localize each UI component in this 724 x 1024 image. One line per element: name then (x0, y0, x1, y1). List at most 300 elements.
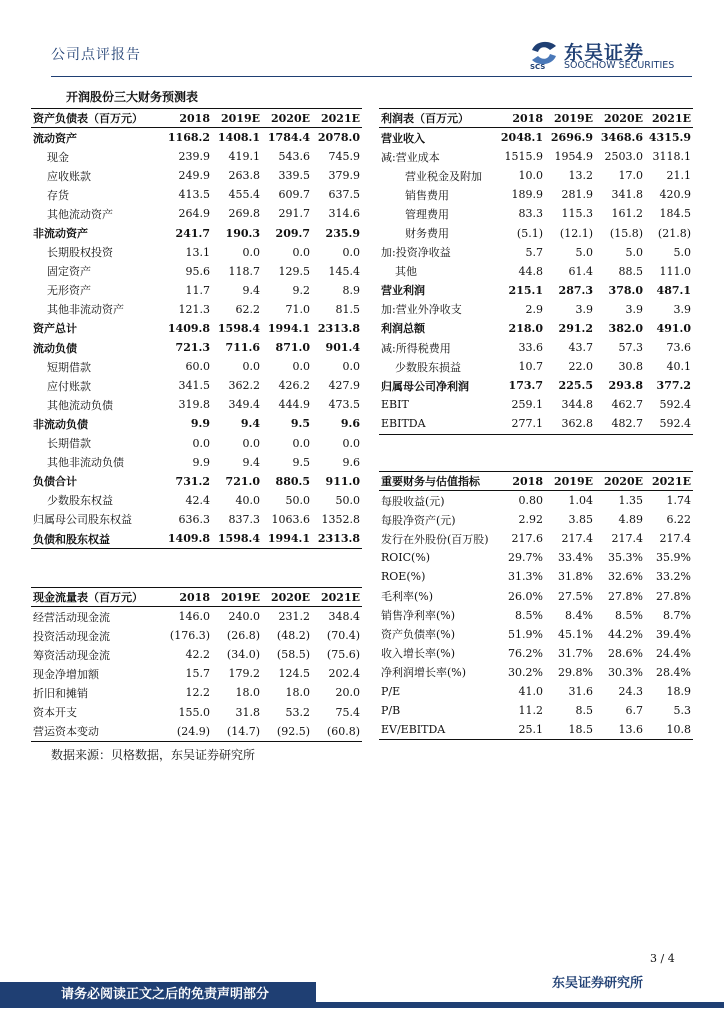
balance-sheet-table (31, 108, 362, 549)
value-cell: 18.0 (235, 686, 260, 700)
row-label: 固定资产 (47, 265, 91, 279)
row-label: 归属母公司股东权益 (33, 513, 132, 527)
value-cell: 21.1 (666, 169, 691, 183)
value-cell: 420.9 (659, 188, 691, 202)
value-cell: 2313.8 (317, 321, 360, 335)
row-label: 每股收益(元) (381, 494, 445, 508)
table-row (31, 472, 362, 491)
value-cell: 0.0 (242, 360, 260, 374)
value-cell: 2.9 (525, 302, 543, 316)
value-cell: 24.4% (656, 646, 691, 660)
table-row (31, 204, 362, 223)
value-cell: 31.6 (568, 684, 593, 698)
row-label: 管理费用 (405, 207, 449, 221)
row-label: 存货 (47, 188, 69, 202)
value-cell: 27.8% (608, 589, 643, 603)
value-cell: 30.3% (608, 665, 643, 679)
value-cell: 146.0 (178, 610, 210, 624)
year-header-cell: 2018 (497, 109, 545, 128)
table-row (379, 262, 693, 281)
table-row (379, 548, 693, 567)
value-cell: 5.0 (575, 245, 593, 259)
value-cell: 1063.6 (271, 512, 310, 526)
table-row (379, 300, 693, 319)
row-label: 加:营业外净收支 (381, 303, 462, 317)
value-cell: 13.2 (568, 169, 593, 183)
value-cell: 319.8 (178, 398, 210, 412)
row-label: 长期股权投资 (47, 246, 113, 260)
table-row (379, 491, 693, 511)
value-cell: (75.6) (326, 648, 360, 662)
svg-text:SCS: SCS (530, 63, 546, 70)
row-label: 无形资产 (47, 284, 91, 298)
table-row (379, 529, 693, 548)
value-cell: 231.2 (278, 610, 310, 624)
row-label: 减:营业成本 (381, 150, 440, 164)
table-row (31, 453, 362, 472)
row-label: 其他非流动负债 (47, 456, 124, 470)
value-cell: 173.7 (508, 379, 543, 393)
value-cell: 592.4 (659, 398, 691, 412)
table-row (379, 319, 693, 338)
value-cell: 42.2 (185, 648, 210, 662)
value-cell: 30.2% (508, 665, 543, 679)
row-label: 毛利率(%) (381, 590, 434, 604)
value-cell: 31.8 (235, 705, 260, 719)
value-cell: 3.85 (568, 513, 593, 527)
value-cell: 129.5 (278, 264, 310, 278)
value-cell: 4.89 (618, 513, 643, 527)
table-row (379, 644, 693, 663)
value-cell: 9.4 (242, 455, 260, 469)
value-cell: 721.3 (175, 341, 210, 355)
value-cell: 12.2 (185, 686, 210, 700)
value-cell: 76.2% (508, 646, 543, 660)
value-cell: (92.5) (262, 722, 312, 742)
value-cell: 1409.8 (162, 529, 212, 549)
value-cell: 31.3% (508, 570, 543, 584)
value-cell: 1994.1 (267, 321, 310, 335)
table-title-cell: 资产负债表（百万元） (31, 109, 162, 128)
value-cell: 8.7% (663, 608, 691, 622)
value-cell: 61.4 (568, 264, 593, 278)
value-cell: 31.8% (558, 570, 593, 584)
row-label: 营业收入 (381, 131, 425, 145)
row-label: ROE(%) (381, 570, 426, 584)
value-cell: 745.9 (328, 150, 360, 164)
table-row (379, 414, 693, 434)
value-cell: 155.0 (178, 705, 210, 719)
table-title-cell: 利润表（百万元） (379, 109, 497, 128)
table-row (31, 319, 362, 338)
value-cell: 25.1 (497, 720, 545, 740)
value-cell: 2696.9 (550, 131, 593, 145)
value-cell: 217.4 (561, 532, 593, 546)
value-cell: 27.5% (558, 589, 593, 603)
table-row (31, 626, 362, 645)
value-cell: 362.8 (545, 414, 595, 434)
value-cell: 609.7 (278, 188, 310, 202)
row-label: EBITDA (379, 414, 497, 434)
value-cell: 15.7 (185, 667, 210, 681)
value-cell: 281.9 (561, 188, 593, 202)
value-cell: 217.4 (659, 532, 691, 546)
value-cell: 1515.9 (504, 150, 543, 164)
value-cell: 249.9 (178, 169, 210, 183)
row-label: 减:所得税费用 (381, 341, 451, 355)
value-cell: 2503.0 (604, 150, 643, 164)
footer-bar (316, 1002, 724, 1008)
table-row (31, 223, 362, 242)
value-cell: 8.5% (515, 608, 543, 622)
value-cell: 179.2 (228, 667, 260, 681)
row-label: 营业利润 (381, 284, 425, 298)
row-label: 其他流动负债 (47, 398, 113, 412)
value-cell: 721.0 (225, 474, 260, 488)
year-header-cell: 2020E (262, 109, 312, 128)
year-header-cell: 2020E (262, 588, 312, 607)
table-row (31, 281, 362, 300)
value-cell: 1.74 (666, 494, 691, 508)
value-cell: 115.3 (561, 207, 593, 221)
income-statement-table (379, 108, 693, 435)
row-label: 净利润增长率(%) (381, 666, 467, 680)
value-cell: 33.4% (558, 551, 593, 565)
value-cell: 427.9 (328, 379, 360, 393)
year-header-cell: 2019E (212, 588, 262, 607)
table-row (379, 357, 693, 376)
value-cell: 9.5 (290, 417, 310, 431)
value-cell: 264.9 (178, 207, 210, 221)
value-cell: 241.7 (175, 226, 210, 240)
value-cell: 10.8 (645, 720, 693, 740)
row-label: 流动负债 (33, 341, 77, 355)
value-cell: 455.4 (228, 188, 260, 202)
value-cell: 27.8% (656, 589, 691, 603)
value-cell: 344.8 (561, 398, 593, 412)
value-cell: 9.5 (292, 455, 310, 469)
value-cell: 44.8 (518, 264, 543, 278)
value-cell: 1598.4 (212, 529, 262, 549)
table-header-row (379, 472, 693, 491)
table-row (379, 204, 693, 223)
value-cell: 731.2 (175, 474, 210, 488)
year-header-cell: 2021E (645, 109, 693, 128)
value-cell: 5.3 (673, 704, 691, 718)
value-cell: 111.0 (659, 264, 691, 278)
value-cell: 9.4 (240, 417, 260, 431)
value-cell: 2048.1 (500, 131, 543, 145)
value-cell: 121.3 (178, 302, 210, 316)
value-cell: 202.4 (328, 667, 360, 681)
value-cell: 1408.1 (217, 131, 260, 145)
table-row (31, 434, 362, 453)
data-source-note: 数据来源：贝格数据，东吴证券研究所 (51, 748, 256, 762)
value-cell: 444.9 (278, 398, 310, 412)
value-cell: 39.4% (656, 627, 691, 641)
value-cell: (12.1) (559, 226, 593, 240)
row-label: P/E (381, 684, 401, 698)
page-number: 3 / 4 (650, 952, 675, 965)
value-cell: 8.5% (615, 608, 643, 622)
table-row (379, 701, 693, 720)
value-cell: 1168.2 (167, 131, 210, 145)
table-row (31, 529, 362, 549)
value-cell: 413.5 (178, 188, 210, 202)
value-cell: 911.0 (325, 474, 360, 488)
value-cell: (58.5) (276, 648, 310, 662)
row-label: EV/EBITDA (379, 720, 497, 740)
row-label: 负债和股东权益 (31, 529, 162, 549)
value-cell: 18.9 (666, 684, 691, 698)
value-cell: 1598.4 (217, 321, 260, 335)
value-cell: 901.4 (325, 341, 360, 355)
table-row (379, 567, 693, 586)
value-cell: 341.5 (178, 379, 210, 393)
value-cell: 8.4% (565, 608, 593, 622)
value-cell: 40.1 (666, 360, 691, 374)
table-row (379, 586, 693, 605)
value-cell: 0.0 (292, 436, 310, 450)
value-cell: 40.0 (235, 493, 260, 507)
row-label: P/B (381, 704, 401, 718)
value-cell: 259.1 (511, 398, 543, 412)
value-cell: 349.4 (228, 398, 260, 412)
value-cell: 382.0 (608, 321, 643, 335)
row-label: 现金 (47, 150, 69, 164)
table-row (31, 645, 362, 664)
value-cell: 83.3 (518, 207, 543, 221)
value-cell: 30.8 (618, 360, 643, 374)
value-cell: 291.2 (558, 321, 593, 335)
disclaimer-banner: 请务必阅读正文之后的免责声明部分 (0, 982, 316, 1008)
year-header-cell: 2019E (545, 472, 595, 491)
value-cell: 17.0 (618, 169, 643, 183)
row-label: 其他非流动资产 (47, 303, 124, 317)
value-cell: 218.0 (508, 321, 543, 335)
table-row (379, 166, 693, 185)
value-cell: 880.5 (275, 474, 310, 488)
table-row (31, 395, 362, 414)
value-cell: 5.0 (673, 245, 691, 259)
value-cell: 0.0 (242, 436, 260, 450)
value-cell: 341.8 (611, 188, 643, 202)
brand-name-en: SOOCHOW SECURITIES (564, 60, 675, 71)
value-cell: 1994.1 (262, 529, 312, 549)
value-cell: 0.80 (518, 494, 543, 508)
value-cell: 31.7% (558, 646, 593, 660)
year-header-cell: 2018 (497, 472, 545, 491)
table-row (379, 147, 693, 166)
value-cell: 462.7 (611, 398, 643, 412)
value-cell: 88.5 (618, 264, 643, 278)
table-row (31, 166, 362, 185)
value-cell: 18.5 (545, 720, 595, 740)
value-cell: 426.2 (278, 379, 310, 393)
table-row (379, 682, 693, 701)
table-row (31, 376, 362, 395)
table-row (31, 185, 362, 204)
table-row (31, 510, 362, 529)
value-cell: 225.5 (558, 379, 593, 393)
value-cell: 11.2 (518, 704, 543, 718)
row-label: 长期借款 (47, 437, 91, 451)
value-cell: 9.6 (342, 455, 360, 469)
value-cell: 22.0 (568, 360, 593, 374)
value-cell: 0.0 (342, 360, 360, 374)
value-cell: 189.9 (511, 188, 543, 202)
row-label: 每股净资产(元) (381, 513, 456, 527)
value-cell: 29.8% (558, 665, 593, 679)
value-cell: 45.1% (558, 627, 593, 641)
value-cell: 362.2 (228, 379, 260, 393)
year-header-cell: 2019E (545, 109, 595, 128)
table-row (31, 357, 362, 376)
value-cell: 62.2 (235, 302, 260, 316)
row-label: 少数股东损益 (395, 360, 461, 374)
value-cell: 33.2% (656, 570, 691, 584)
row-label: 其他 (395, 265, 417, 279)
value-cell: 53.2 (285, 705, 310, 719)
table-title-cell: 重要财务与估值指标 (379, 472, 497, 491)
value-cell: 95.6 (185, 264, 210, 278)
value-cell: 75.4 (335, 705, 360, 719)
value-cell: 10.0 (518, 169, 543, 183)
row-label: 营运资本变动 (31, 722, 162, 742)
value-cell: 26.0% (508, 589, 543, 603)
value-cell: 10.7 (518, 360, 543, 374)
value-cell: 2.92 (518, 513, 543, 527)
value-cell: 487.1 (656, 283, 691, 297)
value-cell: 71.0 (285, 302, 310, 316)
value-cell: 161.2 (611, 207, 643, 221)
table-row (379, 720, 693, 740)
row-label: 加:投资净收益 (381, 246, 451, 260)
row-label: 资产负债率(%) (381, 628, 456, 642)
value-cell: 9.9 (192, 455, 210, 469)
value-cell: 543.6 (278, 150, 310, 164)
year-header-cell: 2020E (595, 472, 645, 491)
table-row (379, 128, 693, 148)
value-cell: 473.5 (328, 398, 360, 412)
value-cell: 11.7 (185, 283, 210, 297)
value-cell: (176.3) (169, 629, 210, 643)
value-cell: 235.9 (325, 226, 360, 240)
value-cell: 3468.6 (600, 131, 643, 145)
row-label: 应收账款 (47, 169, 91, 183)
row-label: 短期借款 (47, 360, 91, 374)
value-cell: 2313.8 (312, 529, 362, 549)
value-cell: 145.4 (328, 264, 360, 278)
value-cell: 1409.8 (167, 321, 210, 335)
row-label: 折旧和摊销 (33, 686, 88, 700)
row-label: 流动资产 (33, 131, 77, 145)
value-cell: 124.5 (278, 667, 310, 681)
table-row (31, 262, 362, 281)
value-cell: 482.7 (595, 414, 645, 434)
year-header-cell: 2018 (162, 109, 212, 128)
value-cell: 592.4 (645, 414, 693, 434)
row-label: 资本开支 (33, 706, 77, 720)
value-cell: 291.7 (278, 207, 310, 221)
brand-name-cn: 东吴证券 (564, 42, 645, 64)
value-cell: 73.6 (666, 341, 691, 355)
value-cell: 5.7 (525, 245, 543, 259)
table-row (31, 128, 362, 148)
header-divider (51, 76, 692, 77)
year-header-cell: 2021E (312, 588, 362, 607)
value-cell: 9.9 (190, 417, 210, 431)
value-cell: 491.0 (656, 321, 691, 335)
value-cell: (34.0) (226, 648, 260, 662)
value-cell: 0.0 (292, 245, 310, 259)
row-label: 营业税金及附加 (405, 169, 482, 183)
value-cell: 263.8 (228, 169, 260, 183)
value-cell: 269.8 (228, 207, 260, 221)
value-cell: 711.6 (225, 341, 260, 355)
value-cell: (70.4) (326, 629, 360, 643)
value-cell: (14.7) (212, 722, 262, 742)
table-header-row (31, 109, 362, 128)
value-cell: 217.6 (511, 532, 543, 546)
value-cell: (60.8) (312, 722, 362, 742)
year-header-cell: 2021E (312, 109, 362, 128)
table-row (31, 300, 362, 319)
table-row (31, 147, 362, 166)
table-row (379, 395, 693, 414)
value-cell: 636.3 (178, 512, 210, 526)
value-cell: 60.0 (185, 360, 210, 374)
table-row (379, 243, 693, 262)
year-header-cell: 2020E (595, 109, 645, 128)
row-label: 财务费用 (405, 227, 449, 241)
row-label: 收入增长率(%) (381, 647, 456, 661)
row-label: 经营活动现金流 (33, 610, 110, 624)
value-cell: (5.1) (516, 226, 543, 240)
row-label: ROIC(%) (381, 551, 431, 565)
row-label: 销售净利率(%) (381, 609, 456, 623)
value-cell: 379.9 (328, 169, 360, 183)
value-cell: 35.9% (656, 551, 691, 565)
table-row (31, 338, 362, 357)
value-cell: 3.9 (625, 302, 643, 316)
value-cell: 13.1 (185, 245, 210, 259)
value-cell: 1784.4 (267, 131, 310, 145)
value-cell: 18.0 (285, 686, 310, 700)
value-cell: 118.7 (228, 264, 260, 278)
value-cell: 9.4 (242, 283, 260, 297)
cash-flow-table (31, 587, 362, 742)
value-cell: 339.5 (278, 169, 310, 183)
value-cell: 277.1 (497, 414, 545, 434)
row-label: 现金净增加额 (33, 667, 99, 681)
value-cell: 32.6% (608, 570, 643, 584)
value-cell: 20.0 (335, 686, 360, 700)
value-cell: 209.7 (275, 226, 310, 240)
row-label: 资产总计 (33, 322, 77, 336)
value-cell: 871.0 (275, 341, 310, 355)
value-cell: 378.0 (608, 283, 643, 297)
value-cell: 50.0 (335, 493, 360, 507)
table-row (31, 664, 362, 683)
key-ratios-table (379, 471, 693, 740)
row-label: 少数股东权益 (47, 494, 113, 508)
value-cell: 217.4 (611, 532, 643, 546)
value-cell: 9.6 (340, 417, 360, 431)
value-cell: 50.0 (285, 493, 310, 507)
value-cell: 240.0 (228, 610, 260, 624)
value-cell: (21.8) (657, 226, 691, 240)
